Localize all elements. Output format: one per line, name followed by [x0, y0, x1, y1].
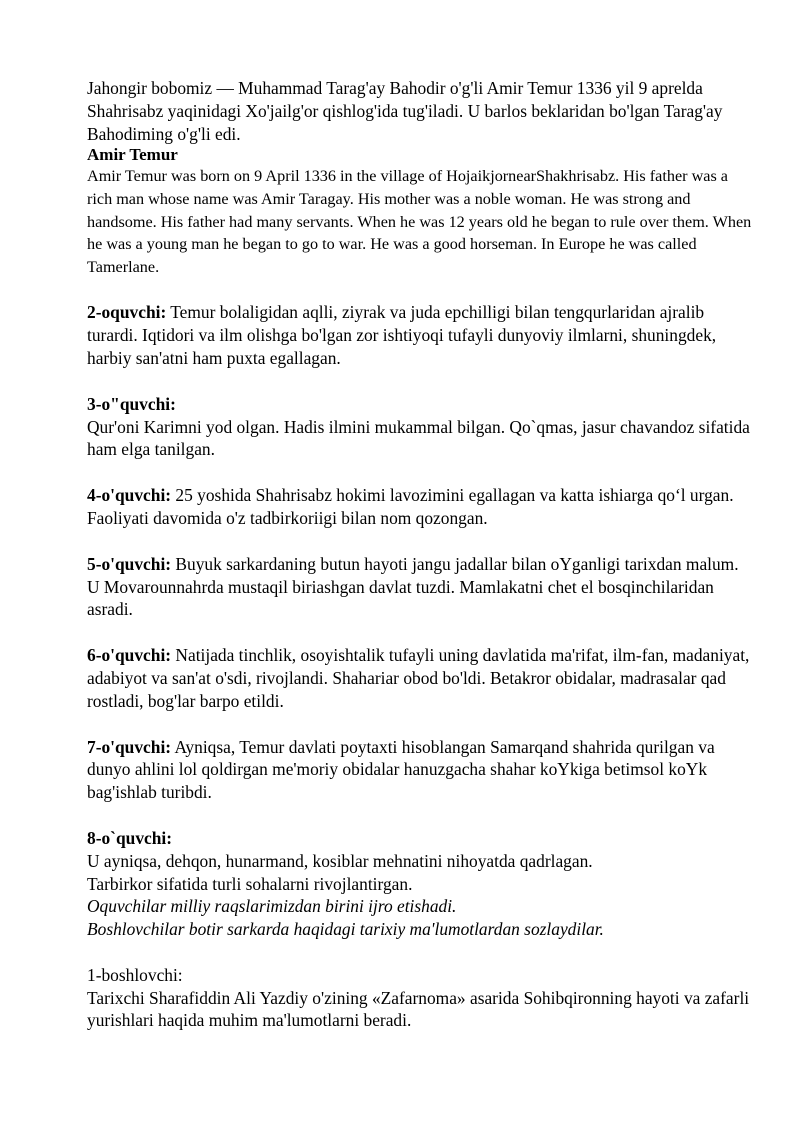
paragraph-gap [87, 713, 755, 736]
student-5-paragraph [87, 553, 755, 621]
student-6-label: 6-o'quvchi: [87, 645, 172, 666]
student-6-paragraph [87, 644, 755, 712]
paragraph-gap [87, 370, 755, 393]
student-2-text: Temur bolaligidan aqlli, ziyrak va juda epchilligi bilan tengqurlaridan ajralib turardi. Iqtidori va ilm olishga bo'lgan zor ishtiyoqi tufayli dunyoviy ilmlarni, shuningdek, harbiy san'atni ham puxta egallagan. [87, 302, 717, 368]
student-8-label: 8-o`quvchi: [87, 827, 173, 848]
student-7-text: Ayniqsa, Temur davlati poytaxti hisoblangan Samarqand shahrida qurilgan va dunyo ahlini lol qoldirgan me'moriy obidalar hanuzgacha shahar koYkiga betimsol koYk bag'ishlab turibdi. [87, 736, 715, 803]
english-heading: Amir Temur [87, 145, 178, 165]
student-3-text: Qur'oni Karimni yod olgan. Hadis ilmini mukammal bilgan. Qo`qmas, jasur chavandoz sifatida ham elga tanilgan. [87, 416, 750, 460]
document-body [87, 77, 755, 1032]
student-4-text: 25 yoshida Shahrisabz hokimi lavozimini egallagan va katta ishiarga qoʻl urgan. Faoliyati davomida o'z tadbirkoriigi bilan nom qozongan. [87, 485, 734, 528]
student-6-text: Natijada tinchlik, osoyishtalik tufayli uning davlatida ma'rifat, ilm-fan, madaniyat, adabiyot va san'at o'sdi, rivojlandi. Shahariar obod bo'ldi. Betakror obidalar, madrasalar qad rostladi, bog'lar barpo etildi. [87, 645, 750, 711]
stage-direction-dance: Oquvchilar milliy raqslarimizdan birini ijro etishadi. [87, 896, 457, 917]
student-4-label: 4-o'quvchi: [87, 485, 172, 506]
stage-direction-presenters: Boshlovchilar botir sarkarda haqidagi tarixiy ma'lumotlardan sozlaydilar. [87, 919, 604, 940]
paragraph-gap [87, 530, 755, 553]
student-8-line-2: Tarbirkor sifatida turli sohalarni rivojlantirgan. [87, 873, 413, 894]
presenter-1-text: Tarixchi Sharafiddin Ali Yazdiy o'zining «Zafarnoma» asarida Sohibqironning hayoti va zafarli yurishlari haqida muhim ma'lumotlarni beradi. [87, 987, 750, 1031]
student-4-paragraph [87, 484, 755, 530]
student-2-label: 2-oquvchi: [87, 302, 167, 323]
student-3-label: 3-o"quvchi: [87, 393, 176, 414]
paragraph-gap [87, 621, 755, 644]
intro-paragraph: Jahongir bobomiz — Muhammad Tarag'ay Bahodir o'g'li Amir Temur 1336 yil 9 aprelda Shahrisabz yaqinidagi Xo'jailg'or qishlog'ida tug'iladi. U barlos beklaridan bo'lgan Tarag'ay Bahodiming o'g'li edi. [87, 78, 723, 144]
presenter-1-paragraph [87, 964, 755, 1032]
student-3-paragraph [87, 393, 755, 461]
student-5-label: 5-o'quvchi: [87, 553, 172, 574]
presenter-1-label: 1-boshlovchi: [87, 964, 183, 985]
paragraph-gap [87, 804, 755, 827]
paragraph-gap [87, 278, 755, 301]
student-2-paragraph [87, 301, 755, 369]
student-7-paragraph [87, 736, 755, 804]
student-8-paragraph [87, 827, 755, 941]
paragraph-gap [87, 941, 755, 964]
paragraph-gap [87, 461, 755, 484]
english-paragraph: Amir Temur was born on 9 April 1336 in the village of HojaikjornearShakhrisabz. His father was a rich man whose name was Amir Taragay. His mother was a noble woman. He was strong and handsome. His father had many servants. When he was 12 years old he began to rule over them. When he was a young man he began to go to war. He was a good horseman. In Europe he was called Tamerlane. [87, 167, 752, 276]
student-7-label: 7-o'quvchi: [87, 736, 172, 757]
student-8-line-1: U ayniqsa, dehqon, hunarmand, kosiblar mehnatini nihoyatda qadrlagan. [87, 850, 593, 871]
student-5-text: Buyuk sarkardaning butun hayoti jangu jadallar bilan oYganligi tarixdan malum. U Movarounnahrda mustaqil biriashgan davlat tuzdi. Mamlakatni chet el bosqinchilaridan asradi. [87, 553, 739, 620]
